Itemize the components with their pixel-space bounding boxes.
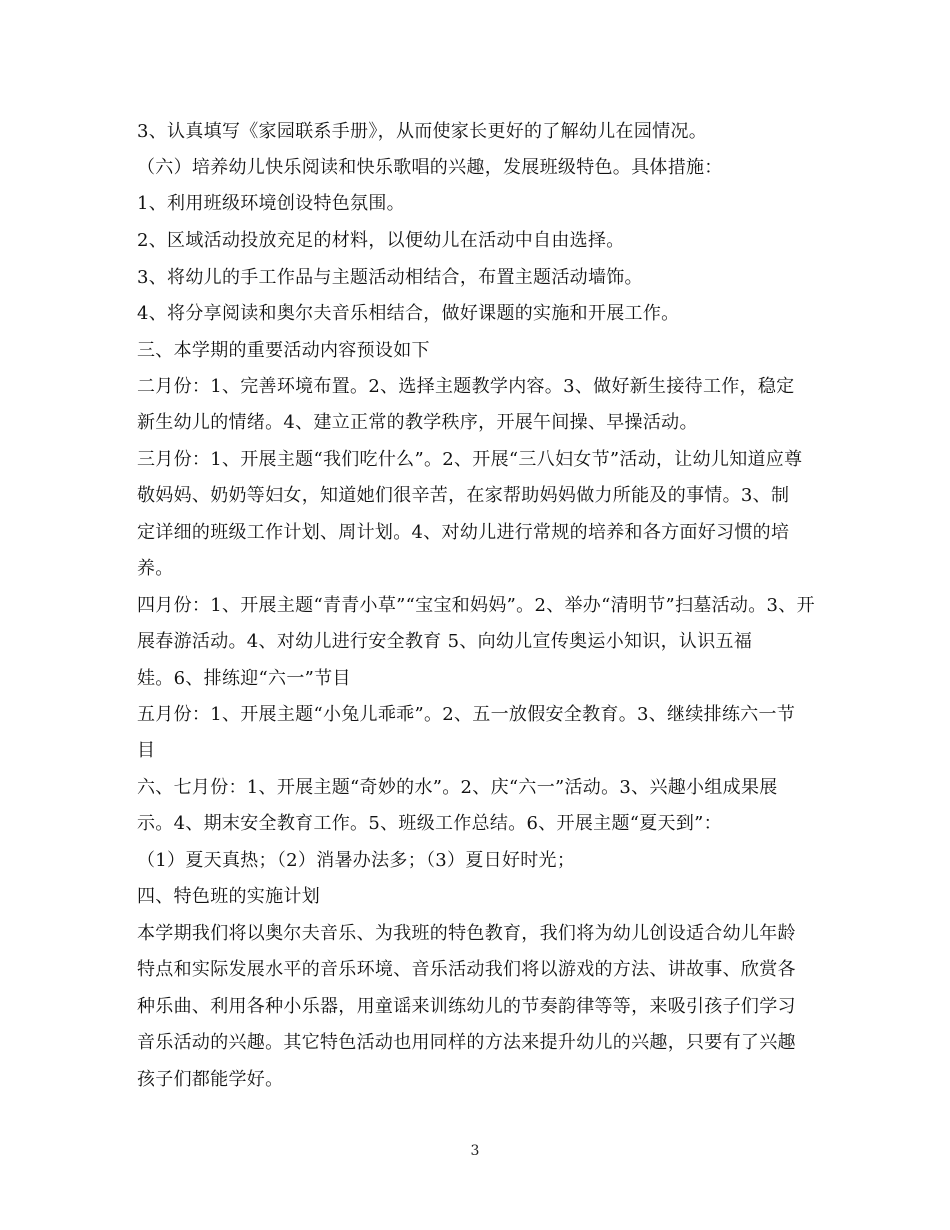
text-line: 示。4、期末安全教育工作。5、班级工作总结。6、开展主题“夏天到”：: [137, 813, 722, 834]
section-heading: 三、本学期的重要活动内容预设如下: [137, 340, 430, 361]
text-line: （六）培养幼儿快乐阅读和快乐歌唱的兴趣，发展班级特色。具体措施：: [137, 157, 723, 178]
text-line: 五月份：1、开展主题“小兔儿乖乖”。2、五一放假安全教育。3、继续排练六一节: [137, 704, 796, 725]
text-line: （1）夏天真热；（2）消暑办法多；（3）夏日好时光；: [137, 850, 576, 871]
text-line: 三月份：1、开展主题“我们吃什么”。2、开展“三八妇女节”活动，让幼儿知道应尊: [137, 449, 803, 470]
text-line: 1、利用班级环境创设特色氛围。: [137, 193, 405, 214]
text-line: 3、将幼儿的手工作品与主题活动相结合，布置主题活动墙饰。: [137, 267, 643, 288]
text-line: 4、将分享阅读和奥尔夫音乐相结合，做好课题的实施和开展工作。: [137, 303, 680, 324]
text-line: 新生幼儿的情绪。4、建立正常的教学秩序，开展午间操、早操活动。: [137, 412, 698, 433]
page-number: 3: [470, 1143, 480, 1159]
text-line: 二月份：1、完善环境布置。2、选择主题教学内容。3、做好新生接待工作，稳定: [137, 376, 795, 397]
text-line: 四月份：1、开展主题“青青小草”“宝宝和妈妈”。2、举办“清明节”扫墓活动。3、开: [137, 595, 815, 616]
text-line: 本学期我们将以奥尔夫音乐、为我班的特色教育，我们将为幼儿创设适合幼儿年龄: [137, 923, 796, 944]
text-line: 音乐活动的兴趣。其它特色活动也用同样的方法来提升幼儿的兴趣，只要有了兴趣: [137, 1032, 796, 1053]
text-line: 六、七月份：1、开展主题“奇妙的水”。2、庆“六一”活动。3、兴趣小组成果展: [137, 777, 778, 798]
text-line: 种乐曲、利用各种小乐器，用童谣来训练幼儿的节奏韵律等等，来吸引孩子们学习: [137, 996, 796, 1017]
text-line: 孩子们都能学好。: [137, 1069, 284, 1090]
text-line: 展春游活动。4、对幼儿进行安全教育 5、向幼儿宣传奥运小知识，认识五福: [137, 631, 753, 652]
text-line: 定详细的班级工作计划、周计划。4、对幼儿进行常规的培养和各方面好习惯的培: [137, 522, 790, 543]
text-line: 3、认真填写《家园联系手册》，从而使家长更好的了解幼儿在园情况。: [137, 121, 708, 142]
section-heading: 四、特色班的实施计划: [137, 886, 320, 907]
text-line: 特点和实际发展水平的音乐环境、音乐活动我们将以游戏的方法、讲故事、欣赏各: [137, 959, 796, 980]
text-line: 养。: [137, 558, 174, 579]
text-line: 目: [137, 740, 156, 761]
text-line: 2、区域活动投放充足的材料，以便幼儿在活动中自由选择。: [137, 230, 625, 251]
text-line: 娃。6、排练迎“六一”节目: [137, 668, 351, 689]
text-line: 敬妈妈、奶奶等妇女，知道她们很辛苦，在家帮助妈妈做力所能及的事情。3、制: [137, 485, 790, 506]
